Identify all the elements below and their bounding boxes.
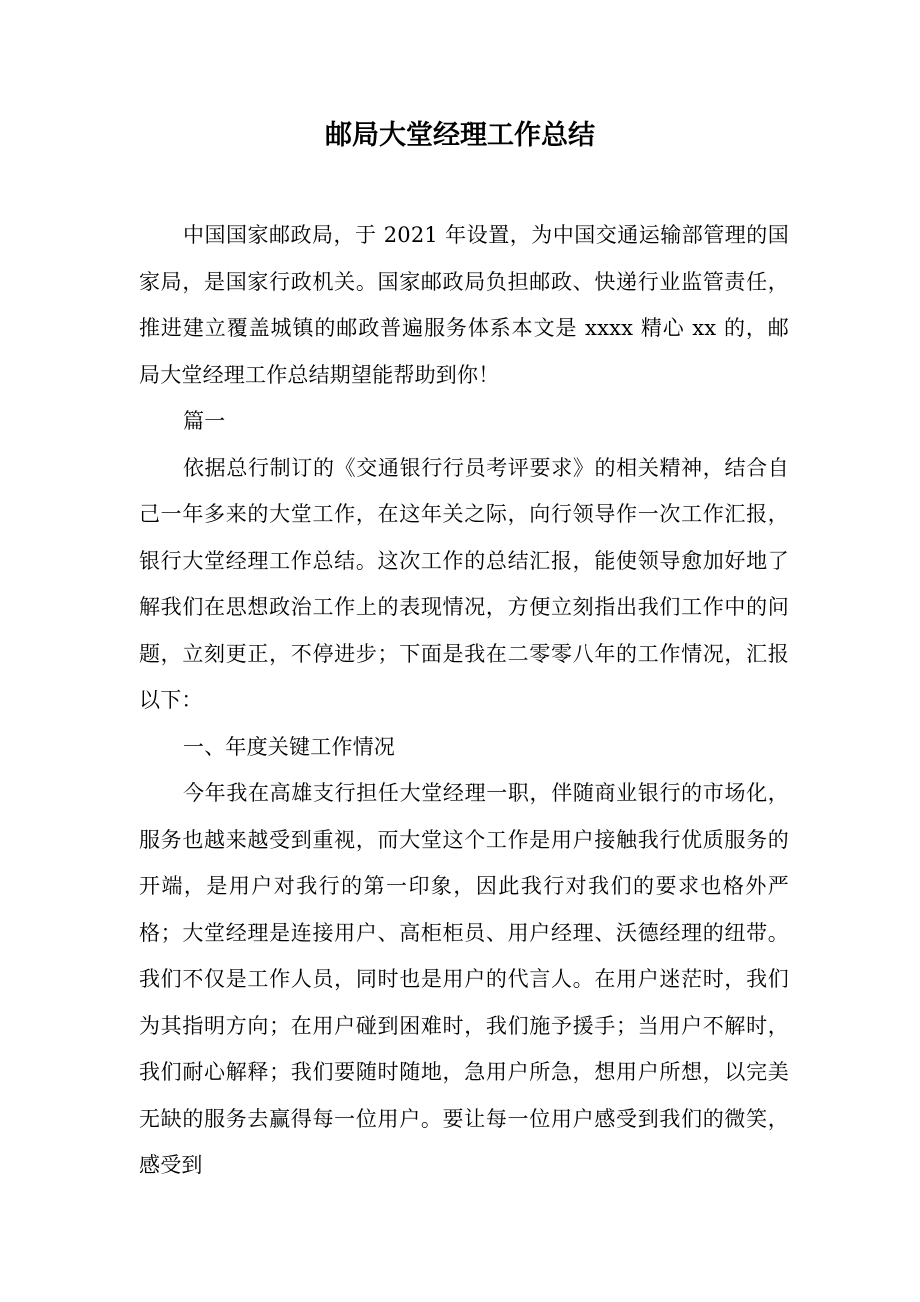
page-title: 邮局大堂经理工作总结 <box>325 120 595 151</box>
section-heading-annual-work: 一、年度关键工作情况 <box>183 734 395 759</box>
document-body <box>139 212 789 1189</box>
annual-work-paragraph: 今年我在高雄支行担任大堂经理一职，伴随商业银行的市场化，服务也越来越受到重视，而大堂这个工作是用户接触我行优质服务的开端，是用户对我行的第一印象，因此我行对我们的要求也格外严格；大堂经理是连接用户、高柜柜员、用户经理、沃德经理的纽带。我们不仅是工作人员，同时也是用户的代言人。在用户迷茫时，我们为其指明方向；在用户碰到困难时，我们施予援手；当用户不解时，我们耐心解释；我们要随时随地，急用户所急，想用户所想，以完美无缺的服务去赢得每一位用户。要让每一位用户感受到我们的微笑，感受到 <box>139 781 789 1177</box>
section-heading-part-one: 篇一 <box>183 409 226 433</box>
intro-paragraph: 中国国家邮政局，于 2021 年设置，为中国交通运输部管理的国家局，是国家行政机关。国家邮政局负担邮政、快递行业监管责任，推进建立覆盖城镇的邮政普遍服务体系本文是 xxxx 精心 xx 的，邮局大堂经理工作总结期望能帮助到你！ <box>139 223 789 387</box>
report-intro-paragraph: 依据总行制订的《交通银行行员考评要求》的相关精神，结合自己一年多来的大堂工作，在这年关之际，向行领导作一次工作汇报，银行大堂经理工作总结。这次工作的总结汇报，能使领导愈加好地了解我们在思想政治工作上的表现情况，方便立刻指出我们工作中的问题，立刻更正，不停进步；下面是我在二零零八年的工作情况，汇报以下： <box>139 455 789 712</box>
